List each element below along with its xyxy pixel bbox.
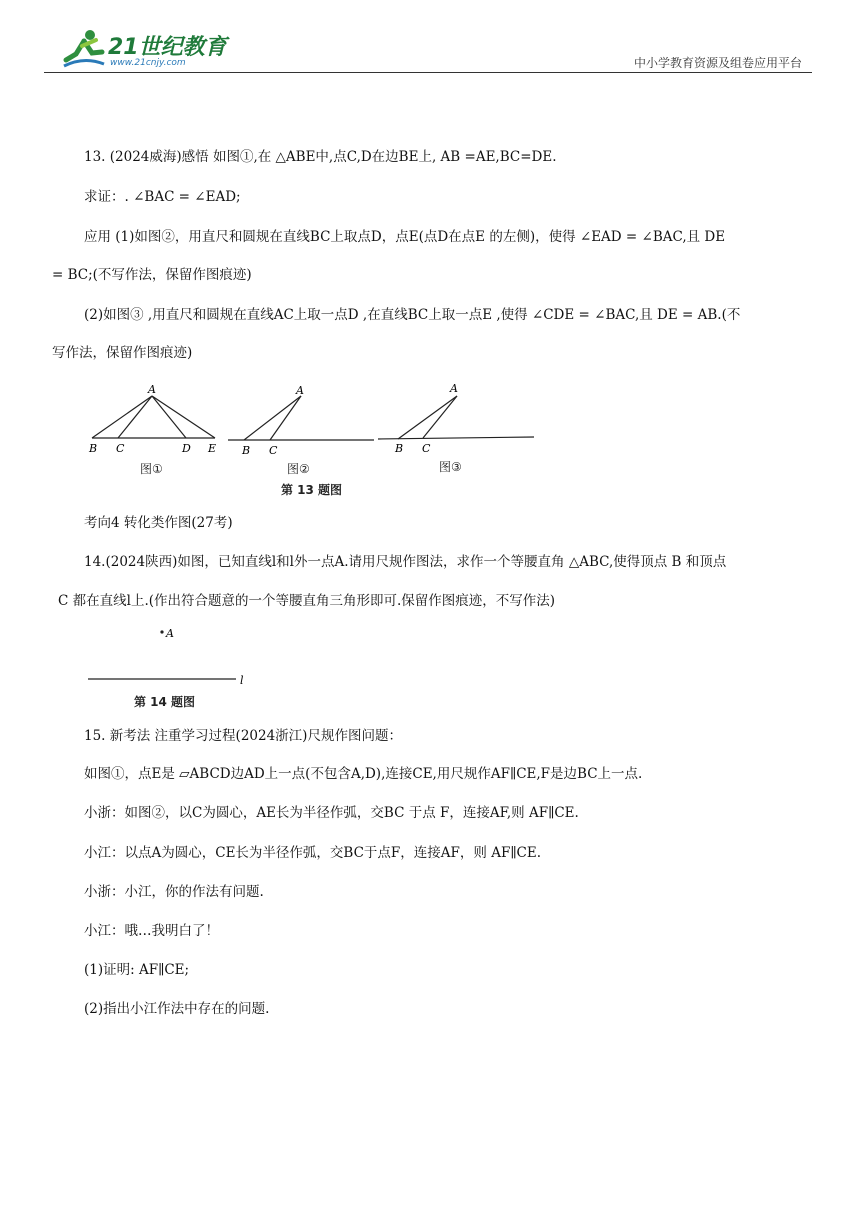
q13-figure-1 — [88, 383, 216, 455]
q14-figure — [84, 622, 264, 692]
q15-line3: 小浙：如图②，以C为圆心，AE长为半径作弧，交BC 于点 F，连接AF,则 AF∥CE. — [84, 805, 579, 821]
logo-text: 21世纪教育 — [108, 35, 227, 60]
q15-line4: 小江：以点A为圆心，CE长为半径作弧，交BC于点F，连接AF，则 AF∥CE. — [84, 845, 542, 861]
q14-label-l: l — [240, 674, 244, 687]
platform-title: 中小学教育资源及组卷应用平台 — [633, 56, 802, 70]
q13-fig3-label: 图③ — [439, 460, 462, 474]
section-heading: 考向4 转化类作图(27考) — [84, 515, 233, 531]
q13-line3: 应用 (1)如图②，用直尺和圆规在直线BC上取点D，点E(点D在点E 的左侧)，使得 ∠EAD = ∠BAC,且 DE — [84, 229, 726, 245]
q15-line5: 小浙：小江，你的作法有问题. — [84, 884, 264, 900]
q14-label-A: A — [166, 627, 174, 640]
q13-figures — [82, 378, 542, 498]
q13-f3-label-B: B — [395, 442, 404, 455]
header-divider — [44, 72, 812, 73]
site-logo — [62, 26, 232, 74]
q15-line2: 如图①，点E是 ▱ABCD边AD上一点(不包含A,D),连接CE,用尺规作AF∥CE,F是边BC上一点. — [84, 766, 643, 782]
q14-fig-caption: 第 14 题图 — [134, 695, 196, 709]
q13-f1-label-B: B — [89, 442, 98, 455]
q13-line6: 写作法，保留作图痕迹) — [52, 345, 193, 361]
q13-f3-label-A: A — [450, 382, 458, 395]
logo-url: www.21cnjy.com — [110, 58, 186, 68]
q13-fig1-label: 图① — [140, 462, 163, 476]
q13-fig-caption: 第 13 题图 — [281, 483, 343, 497]
q15-line8: (2)指出小江作法中存在的问题. — [84, 1001, 270, 1017]
q15-line1: 15. 新考法 注重学习过程(2024浙江)尺规作图问题： — [84, 728, 402, 744]
q13-f3-label-C: C — [422, 442, 431, 455]
q13-line1: 13. (2024威海)感悟 如图①,在 △ABE中,点C,D在边BE上, AB =AE,BC=DE. — [84, 149, 557, 165]
q13-f1-label-A: A — [148, 383, 156, 396]
q15-line7: (1)证明: AF∥CE; — [84, 962, 190, 978]
q13-f1-label-E: E — [208, 442, 217, 455]
q14-line2: C 都在直线l上.(作出符合题意的一个等腰直角三角形即可.保留作图痕迹，不写作法) — [58, 593, 556, 609]
q13-fig2-label: 图② — [287, 462, 310, 476]
q13-f1-label-C: C — [116, 442, 125, 455]
q13-f2-label-A: A — [296, 384, 304, 397]
q13-figure-2 — [228, 384, 374, 457]
q15-line6: 小江：哦…我明白了！ — [84, 923, 219, 939]
runner-logo-icon — [62, 26, 106, 70]
q13-line2: 求证：. ∠BAC = ∠EAD; — [84, 189, 241, 205]
q13-line5: (2)如图③ ,用直尺和圆规在直线AC上取一点D ,在直线BC上取一点E ,使得 ∠CDE = ∠BAC,且 DE = AB.(不 — [84, 307, 741, 323]
q13-f2-label-C: C — [269, 444, 278, 457]
q13-f2-label-B: B — [242, 444, 251, 457]
q13-line4: = BC;(不写作法，保留作图痕迹) — [52, 267, 252, 283]
q13-f1-label-D: D — [182, 442, 191, 455]
q13-figure-3 — [378, 382, 534, 455]
q14-line1: 14.(2024陕西)如图，已知直线l和l外一点A.请用尺规作图法，求作一个等腰直角 △ABC,使得顶点 B 和顶点 — [84, 554, 727, 570]
